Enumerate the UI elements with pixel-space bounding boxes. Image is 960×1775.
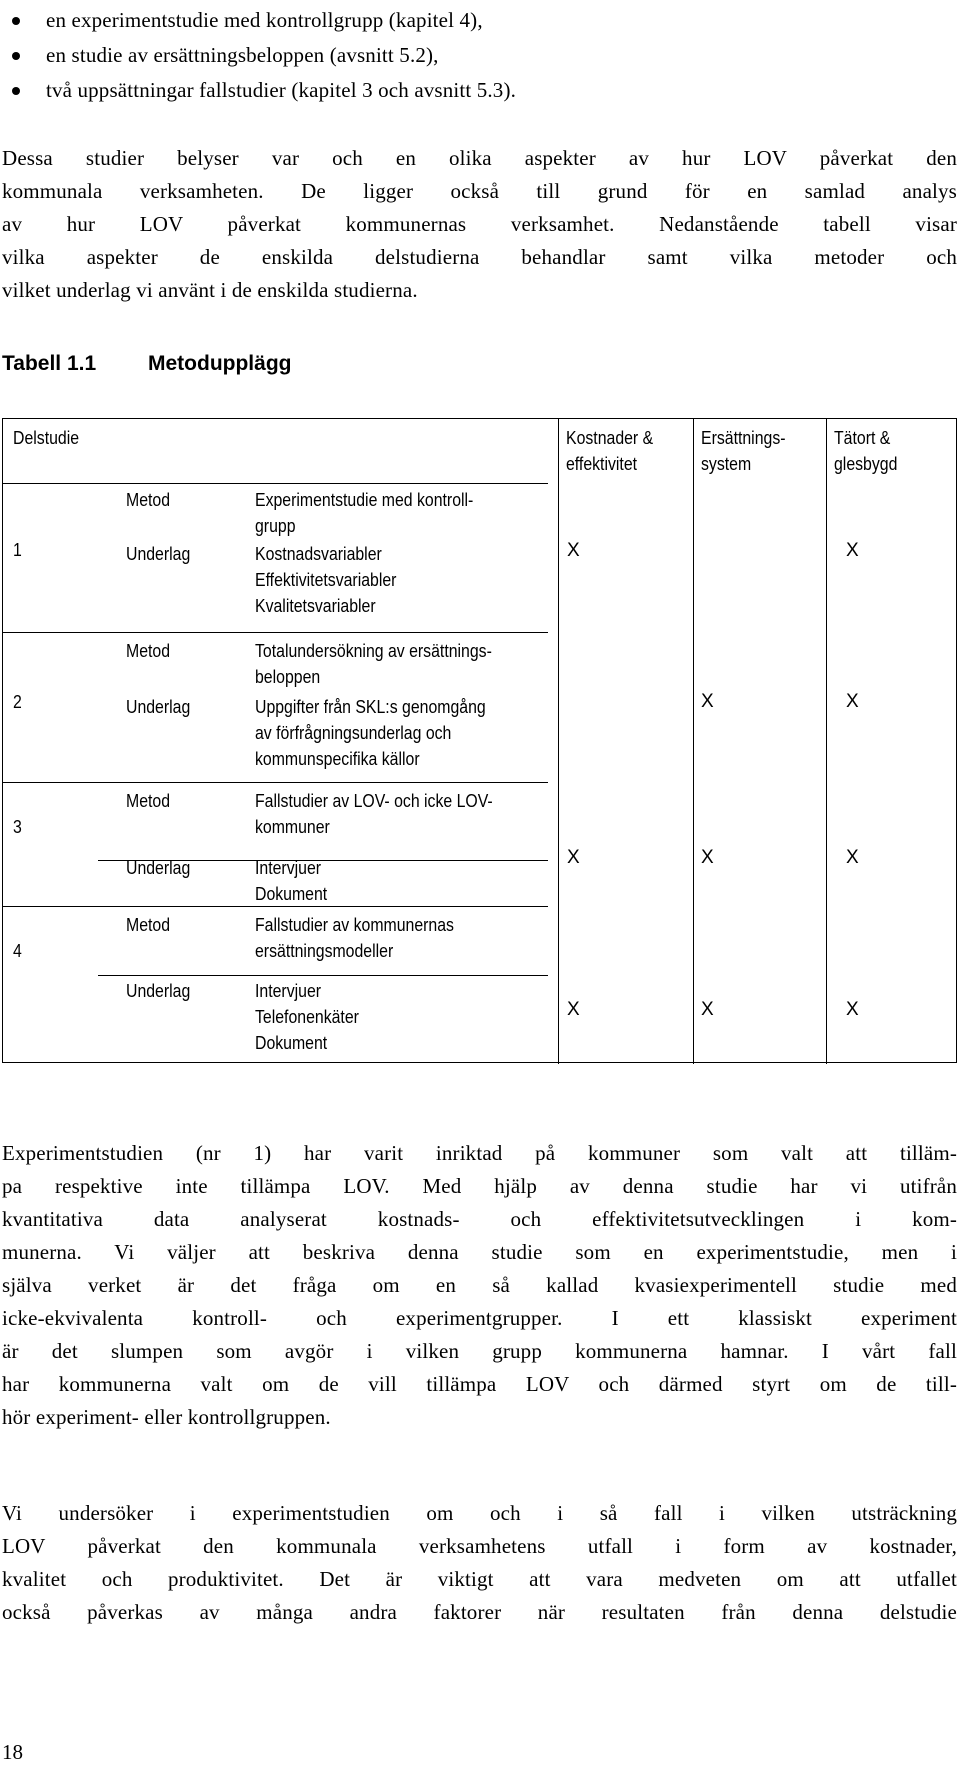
body-paragraph bbox=[2, 1137, 957, 1434]
table-rule bbox=[3, 483, 548, 484]
paragraph-line: vilka aspekter de enskilda delstudierna behandlar samt vilka metoder och bbox=[2, 245, 957, 269]
x-mark: X bbox=[846, 847, 859, 868]
paragraph-line: av hur LOV påverkat kommunernas verksamhet. Nedanstående tabell visar bbox=[2, 212, 957, 236]
bullet-text: två uppsättningar fallstudier (kapitel 3 och avsnitt 5.3). bbox=[46, 78, 517, 102]
header-cost-line: effektivitet bbox=[566, 454, 638, 474]
table-rule bbox=[3, 632, 548, 633]
underlag-text: Intervjuer bbox=[255, 858, 322, 878]
x-mark: X bbox=[567, 847, 580, 868]
paragraph-line: också påverkas av många andra faktorer när resultaten från denna delstudie bbox=[2, 1600, 957, 1624]
x-mark: X bbox=[701, 847, 714, 868]
metod-text: Totalundersökning av ersättnings- bbox=[255, 641, 492, 661]
metod-text: grupp bbox=[255, 516, 296, 536]
paragraph-line: Dessa studier belyser var och en olika aspekter av hur LOV påverkat den bbox=[2, 146, 957, 170]
table-caption-number: Tabell 1.1 bbox=[2, 352, 97, 375]
method-table bbox=[2, 418, 957, 1063]
x-mark: X bbox=[701, 691, 714, 712]
paragraph-line: själva verket är det fråga om en så kallad kvasiexperimentell studie med bbox=[2, 1273, 957, 1297]
underlag-label: Underlag bbox=[126, 544, 191, 564]
bullet-text: en studie av ersättningsbeloppen (avsnitt 5.2), bbox=[46, 43, 439, 67]
table-caption-title: Metodupplägg bbox=[148, 352, 292, 375]
row-id: 4 bbox=[13, 941, 22, 961]
paragraph-line: Experimentstudien (nr 1) har varit inriktad på kommuner som valt att tilläm- bbox=[2, 1141, 957, 1165]
paragraph-line: icke-ekvivalenta kontroll- och experimentgrupper. I ett klassiskt experiment bbox=[2, 1306, 957, 1330]
underlag-text: Kostnadsvariabler bbox=[255, 544, 382, 564]
metod-text: Fallstudier av LOV- och icke LOV- bbox=[255, 791, 493, 811]
underlag-text: Kvalitetsvariabler bbox=[255, 596, 376, 616]
bullet-dot-icon bbox=[12, 52, 20, 60]
row-id: 3 bbox=[13, 817, 22, 837]
metod-label: Metod bbox=[126, 915, 171, 935]
paragraph-line: har kommunerna valt om de vill tillämpa LOV och därmed styrt om de till- bbox=[2, 1372, 957, 1396]
underlag-label: Underlag bbox=[126, 858, 191, 878]
paragraph-line: Vi undersöker i experimentstudien om och i så fall i vilken utsträckning bbox=[2, 1501, 957, 1525]
x-mark: X bbox=[846, 540, 859, 561]
paragraph-line: kommunala verksamheten. De ligger också till grund för en samlad analys bbox=[2, 179, 957, 203]
header-region-line: glesbygd bbox=[834, 454, 898, 474]
row-id: 1 bbox=[13, 540, 22, 560]
underlag-text: kommunspecifika källor bbox=[255, 749, 420, 769]
paragraph-line: munerna. Vi väljer att beskriva denna studie som en experimentstudie, men i bbox=[2, 1240, 957, 1264]
paragraph-line: är det slumpen som avgör i vilken grupp kommunerna hamnar. I vårt fall bbox=[2, 1339, 957, 1363]
bullet-dot-icon bbox=[12, 87, 20, 95]
metod-label: Metod bbox=[126, 641, 171, 661]
metod-text: Experimentstudie med kontroll- bbox=[255, 490, 474, 510]
paragraph-line: kvalitet och produktivitet. Det är viktigt att vara medveten om att utfallet bbox=[2, 1567, 957, 1591]
header-region-line: Tätort & bbox=[834, 428, 891, 448]
x-mark: X bbox=[846, 691, 859, 712]
bullet-item bbox=[0, 39, 940, 72]
header-system-line: Ersättnings- bbox=[701, 428, 786, 448]
table-rule bbox=[693, 419, 694, 1064]
bullet-dot-icon bbox=[12, 17, 20, 25]
table-rule bbox=[826, 419, 827, 1064]
bullet-item bbox=[0, 4, 940, 37]
body-paragraph bbox=[2, 1497, 957, 1629]
row-id: 2 bbox=[13, 692, 22, 712]
underlag-text: Intervjuer bbox=[255, 981, 322, 1001]
table-rule bbox=[558, 419, 559, 1064]
x-mark: X bbox=[701, 999, 714, 1020]
paragraph-line: LOV påverkat den kommunala verksamhetens utfall i form av kostnader, bbox=[2, 1534, 957, 1558]
underlag-text: av förfrågningsunderlag och bbox=[255, 723, 452, 743]
paragraph-line: vilket underlag vi använt i de enskilda studierna. bbox=[2, 278, 418, 302]
paragraph-line: hör experiment- eller kontrollgruppen. bbox=[2, 1405, 331, 1429]
underlag-text: Dokument bbox=[255, 1033, 328, 1053]
underlag-text: Effektivitetsvariabler bbox=[255, 570, 397, 590]
x-mark: X bbox=[567, 999, 580, 1020]
bullet-item bbox=[0, 74, 940, 107]
paragraph-line: kvantitativa data analyserat kostnads- och effektivitetsutvecklingen i kom- bbox=[2, 1207, 957, 1231]
bullet-text: en experimentstudie med kontrollgrupp (kapitel 4), bbox=[46, 8, 483, 32]
header-delstudie: Delstudie bbox=[13, 428, 80, 448]
table-rule bbox=[98, 975, 548, 976]
paragraph-line: pa respektive inte tillämpa LOV. Med hjälp av denna studie har vi utifrån bbox=[2, 1174, 957, 1198]
metod-text: kommuner bbox=[255, 817, 330, 837]
metod-text: ersättningsmodeller bbox=[255, 941, 394, 961]
underlag-text: Uppgifter från SKL:s genomgång bbox=[255, 697, 486, 717]
table-rule bbox=[3, 782, 548, 783]
header-system-line: system bbox=[701, 454, 752, 474]
metod-label: Metod bbox=[126, 490, 171, 510]
metod-label: Metod bbox=[126, 791, 171, 811]
metod-text: beloppen bbox=[255, 667, 321, 687]
underlag-text: Dokument bbox=[255, 884, 328, 904]
underlag-text: Telefonenkäter bbox=[255, 1007, 359, 1027]
x-mark: X bbox=[846, 999, 859, 1020]
underlag-label: Underlag bbox=[126, 697, 191, 717]
underlag-label: Underlag bbox=[126, 981, 191, 1001]
x-mark: X bbox=[567, 540, 580, 561]
header-cost-line: Kostnader & bbox=[566, 428, 654, 448]
metod-text: Fallstudier av kommunernas bbox=[255, 915, 454, 935]
page-number: 18 bbox=[2, 1740, 23, 1764]
intro-paragraph bbox=[2, 142, 957, 307]
